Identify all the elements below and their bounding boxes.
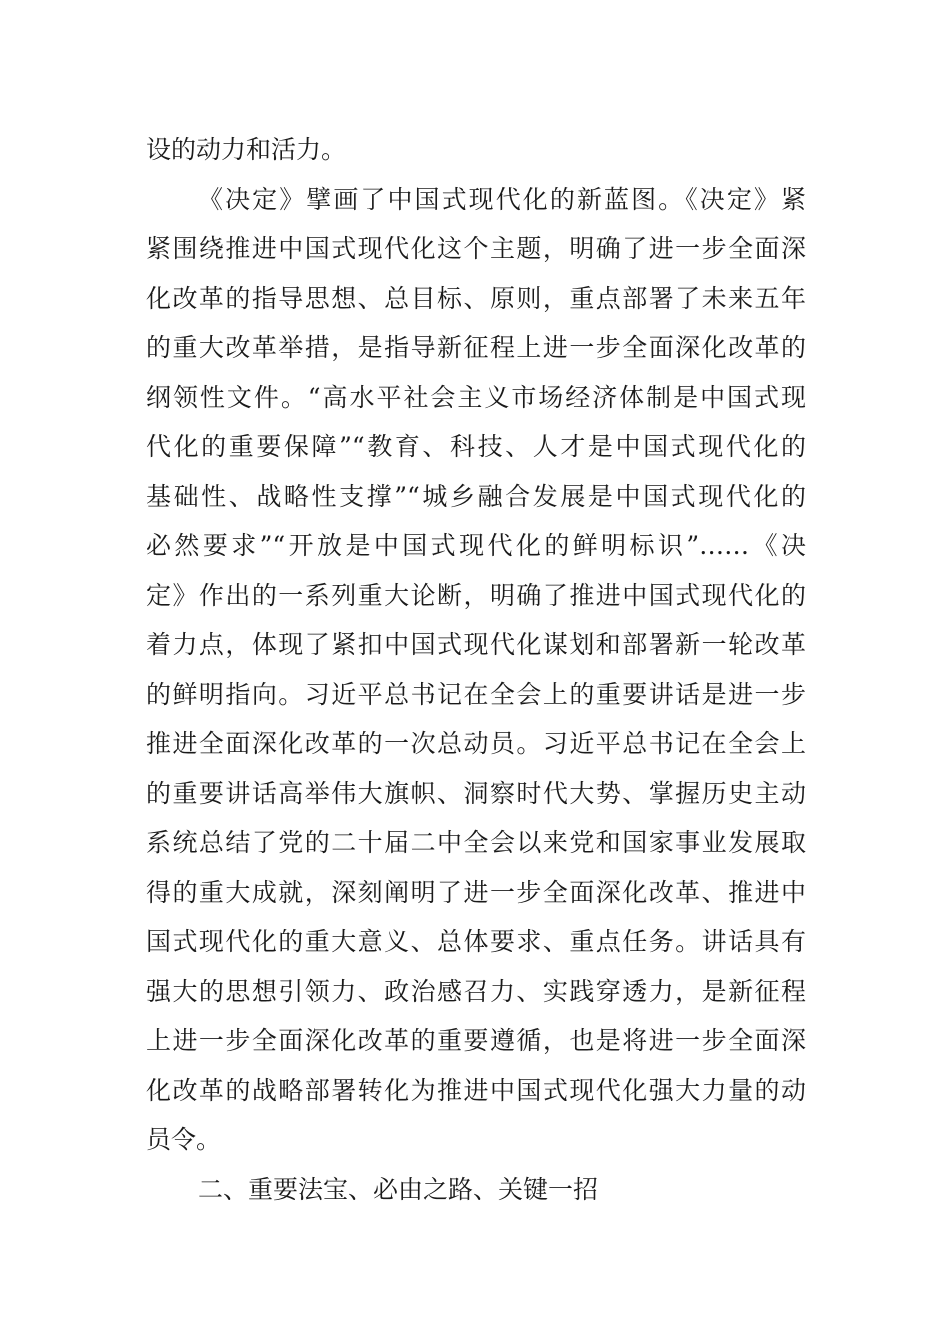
text-line-13: 推进全面深化改革的一次总动员。习近平总书记在全会上 bbox=[146, 729, 806, 758]
text-line-17: 国式现代化的重大意义、总体要求、重点任务。讲话具有 bbox=[146, 927, 806, 956]
text-line-15: 系统总结了党的二十届二中全会以来党和国家事业发展取 bbox=[146, 828, 806, 857]
text-line-4: 化改革的指导思想、总目标、原则，重点部署了未来五年 bbox=[146, 284, 806, 313]
text-line-20: 化改革的战略部署转化为推进中国式现代化强大力量的动 bbox=[146, 1076, 806, 1105]
text-line-6: 纲领性文件。“高水平社会主义市场经济体制是中国式现 bbox=[146, 383, 806, 412]
text-line-8: 基础性、战略性支撑”“城乡融合发展是中国式现代化的 bbox=[146, 482, 806, 511]
text-line-19: 上进一步全面深化改革的重要遵循，也是将进一步全面深 bbox=[146, 1026, 806, 1055]
text-line-1: 设的动力和活力。 bbox=[146, 135, 347, 164]
text-line-5: 的重大改革举措，是指导新征程上进一步全面深化改革的 bbox=[146, 333, 806, 362]
text-line-11: 着力点，体现了紧扣中国式现代化谋划和部署新一轮改革 bbox=[146, 630, 806, 659]
text-line-21: 员令。 bbox=[146, 1125, 222, 1154]
text-line-14: 的重要讲话高举伟大旗帜、洞察时代大势、掌握历史主动 bbox=[146, 779, 806, 808]
text-line-9: 必然要求”“开放是中国式现代化的鲜明标识”……《决 bbox=[146, 531, 806, 560]
text-line-3: 紧围绕推进中国式现代化这个主题，明确了进一步全面深 bbox=[146, 234, 806, 263]
text-line-18: 强大的思想引领力、政治感召力、实践穿透力，是新征程 bbox=[146, 977, 806, 1006]
section-heading: 二、重要法宝、必由之路、关键一招 bbox=[198, 1175, 599, 1204]
text-line-7: 代化的重要保障”“教育、科技、人才是中国式现代化的 bbox=[146, 432, 806, 461]
text-line-12: 的鲜明指向。习近平总书记在全会上的重要讲话是进一步 bbox=[146, 680, 806, 709]
paragraph-first-line: 《决定》擘画了中国式现代化的新蓝图。《决定》紧 bbox=[198, 185, 806, 214]
text-line-16: 得的重大成就，深刻阐明了进一步全面深化改革、推进中 bbox=[146, 878, 806, 907]
text-line-10: 定》作出的一系列重大论断，明确了推进中国式现代化的 bbox=[146, 581, 806, 610]
